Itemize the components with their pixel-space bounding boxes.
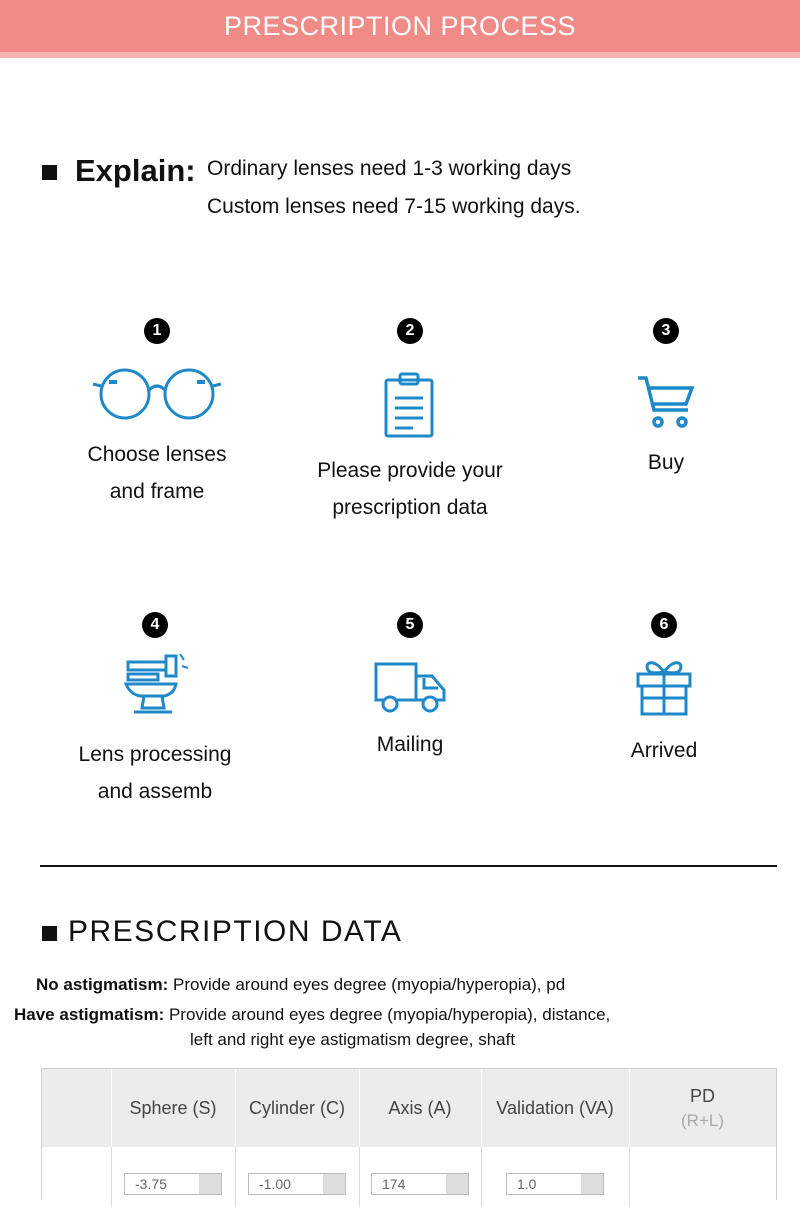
prescription-title: PRESCRIPTION DATA	[68, 915, 403, 948]
validation-select[interactable]	[506, 1173, 604, 1195]
step-number: 4	[142, 612, 168, 638]
step-number: 5	[397, 612, 423, 638]
header-label: PD	[689, 1085, 715, 1106]
note-key: No astigmatism:	[36, 975, 169, 994]
cart-icon	[634, 372, 698, 436]
step-label-line1: Arrived	[630, 739, 698, 762]
step-lens-processing	[55, 612, 255, 810]
select-value: 174	[382, 1176, 406, 1192]
step-label-line1: Buy	[647, 451, 685, 474]
explain-line-ordinary: Ordinary lenses need 1-3 working days	[207, 157, 572, 180]
header-label: Sphere (S)	[129, 1097, 217, 1118]
step-label-line2: prescription data	[332, 496, 488, 519]
step-number: 2	[397, 318, 423, 344]
header-label: Cylinder (C)	[248, 1097, 345, 1118]
step-label-line1: Lens processing	[78, 743, 232, 766]
header-label: Axis (A)	[388, 1097, 452, 1118]
note-text: Provide around eyes degree (myopia/hyperopia), distance,	[168, 1005, 611, 1024]
sphere-select[interactable]	[124, 1173, 222, 1195]
cylinder-select[interactable]	[248, 1173, 346, 1195]
table-header-sphere	[111, 1069, 236, 1147]
step-number: 6	[651, 612, 677, 638]
table-header-pd	[629, 1069, 776, 1147]
note-text: Provide around eyes degree (myopia/hyperopia), pd	[172, 975, 566, 994]
step-choose-lenses	[57, 318, 257, 510]
select-value: -1.00	[259, 1176, 291, 1192]
truck-icon	[370, 656, 450, 716]
header-sublabel: (R+L)	[681, 1110, 724, 1130]
banner-title: PRESCRIPTION PROCESS	[223, 10, 577, 41]
processing-icon	[120, 652, 190, 718]
note-text-cont: left and right eye astigmatism degree, shaft	[190, 1030, 516, 1049]
explain-label: Explain:	[75, 153, 196, 188]
gift-icon	[632, 654, 696, 720]
table-cell	[42, 1147, 112, 1207]
square-bullet-icon	[42, 926, 57, 941]
step-label-line1: Choose lenses	[87, 443, 227, 466]
step-label-line2: and frame	[109, 480, 205, 503]
glasses-icon	[87, 364, 227, 424]
axis-select[interactable]	[371, 1173, 469, 1195]
clipboard-icon	[380, 372, 440, 442]
section-divider	[40, 865, 777, 867]
chevron-down-icon	[199, 1174, 221, 1195]
select-value: 1.0	[517, 1176, 537, 1192]
prescription-table	[41, 1068, 777, 1200]
chevron-down-icon	[323, 1174, 345, 1195]
note-no-astigmatism	[36, 975, 565, 995]
note-have-astigmatism-cont	[190, 1030, 515, 1050]
chevron-down-icon	[581, 1174, 603, 1195]
explain-line-custom: Custom lenses need 7-15 working days.	[207, 195, 581, 218]
step-label-line1: Mailing	[376, 733, 444, 756]
step-provide-data	[310, 318, 510, 526]
note-have-astigmatism	[14, 1005, 610, 1025]
step-label-line1: Please provide your	[317, 459, 503, 482]
chevron-down-icon	[446, 1174, 468, 1195]
banner	[0, 0, 800, 58]
step-arrived	[564, 612, 764, 769]
select-value: -3.75	[135, 1176, 167, 1192]
note-key: Have astigmatism:	[14, 1005, 165, 1024]
step-label-line2: and assemb	[97, 780, 213, 803]
step-mailing	[310, 612, 510, 763]
step-number: 1	[144, 318, 170, 344]
step-buy	[566, 318, 766, 481]
table-header-validation	[481, 1069, 630, 1147]
step-number: 3	[653, 318, 679, 344]
square-bullet-icon	[42, 165, 57, 180]
table-header-cylinder	[235, 1069, 360, 1147]
table-header-axis	[359, 1069, 482, 1147]
table-header-empty	[42, 1069, 112, 1147]
header-label: Validation (VA)	[496, 1097, 614, 1118]
